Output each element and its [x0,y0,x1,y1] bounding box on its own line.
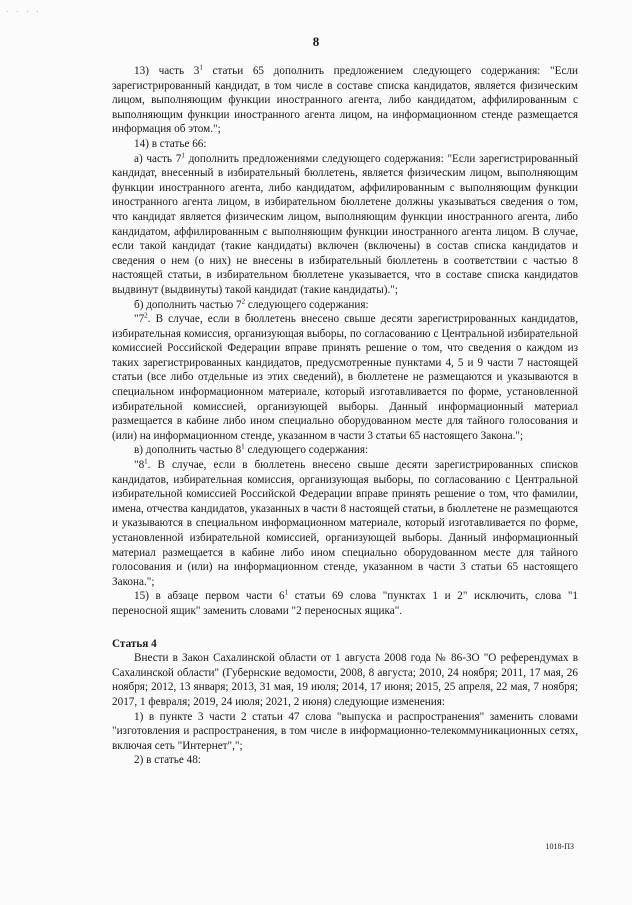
paragraph-14c: в) дополнить частью $8^1$ следующего содержания: [134,442,369,457]
paragraph-15: 15) в абзаце первом части $6^1$ статьи 69 слова "пунктах 1 и 2" исключить, слова "1 переносной ящик" заменить словами "2 переносных ящика". [112,588,578,617]
paragraph-14a: а) часть $7^1$ дополнить предложениями следующего содержания: "Если зарегистрированный кандидат, внесенный в избирательный бюллетень, является физическим лицом, выполняющим функции иностранного агента, либо кандидатом, аффилированным с выполняющим функции иностранного агента лицом, в избирательном бюллетене должны указываться сведения о том, что кандидат является физическим лицом, выполняющим функции иностранного агента, либо кандидатом, аффилированным с выполняющим функции иностранного агента лицом. В случае, если такой кандидат (такие кандидаты) включен (включены) в состав списка кандидатов и сведения о нем (о них) не внесены в избирательный бюллетень в соответствии с частью 8 настоящей статьи, в избирательном бюллетене указывается, что в составе списка кандидатов выдвинут (выдвинуты) такой кандидат (такие кандидаты)."; [112,150,578,296]
paragraph-14: 14) в статье 66: [134,137,207,150]
page-number: 8 [312,34,320,49]
paragraph-7-2-text: "$7^2$. В случае, если в бюллетень внесено свыше десяти зарегистрированных кандидатов, избирательная комиссия, организующая выборы, по согласованию с Центральной избирательной комиссией Российской Федерации вправе принять решение о том, что сведения о каждом из таких зарегистрированных кандидатов, предусмотренные пунктами 4, 5 и 9 части 7 настоящей статьи (все либо отдельные из этих сведений), в бюллетене не размещаются и указываются в специальном информационном материале, который изготавливается по форме, установленной избирательной комиссией, организующей выборы. Данный информационный материал размещается в кабине либо ином специально оборудованном месте для тайного голосования и (или) на информационном стенде, указанном в части 3 статьи 65 настоящего Закона."; [112,311,578,442]
article-heading: Статья 4 [112,637,157,650]
paragraph-13: 13) часть $3^1$ статьи 65 дополнить предложением следующего содержания: "Если зарегистрированный кандидат, в том числе в составе списка кандидатов, является физическим лицом, выполняющим функции иностранного агента, либо кандидатом, аффилированным с выполняющим функции иностранного агента лицом, на информационном стенде размещается информация об этом."; [112,63,578,136]
paragraph-8-1-text: "$8^1$. В случае, если в бюллетень внесено свыше десяти зарегистрированных списков кандидатов, избирательная комиссия, организующая выборы, по согласованию с Центральной избирательной комиссией Российской Федерации вправе принять решение о том, что фамилии, имена, отчества кандидатов, указанных в части 8 настоящей статьи, в бюллетене не размещаются и указываются в специальном информационном материале, который изготавливается по форме, установленной избирательной комиссией, организующей выборы. Данный информационный материал размещается в кабине либо ином специально оборудованном месте для тайного голосования и (или) на информационном стенде, указанном в части 3 статьи 65 настоящего Закона."; [112,457,578,588]
scan-specks: · · · · [6,8,42,16]
paragraph-14b: б) дополнить частью $7^2$ следующего содержания: [134,296,369,311]
document-code: 1018-ПЗ [545,842,574,851]
article-item-2: 2) в статье 48: [134,754,201,767]
article-item-1: 1) в пункте 3 части 2 статьи 47 слова "выпуска и распространения" заменить словами "изготовления и распространения, в том числе в информационно-телекоммуникационных сетях, включая сеть "Интернет","; [112,710,578,752]
article-intro: Внести в Закон Сахалинской области от 1 августа 2008 года № 86-ЗО "О референдумах в Сахалинской области" (Губернские ведомости, 2008, 8 августа; 2010, 24 ноября; 2011, 17 мая, 26 ноября; 2012, 13 января; 2013, 31 мая, 19 июля; 2014, 17 июня; 2015, 25 апреля, 22 мая, 7 ноября; 2017, 1 февраля; 2019, 24 июля; 2021, 2 июня) следующие изменения: [112,652,578,708]
document-body [112,64,578,768]
